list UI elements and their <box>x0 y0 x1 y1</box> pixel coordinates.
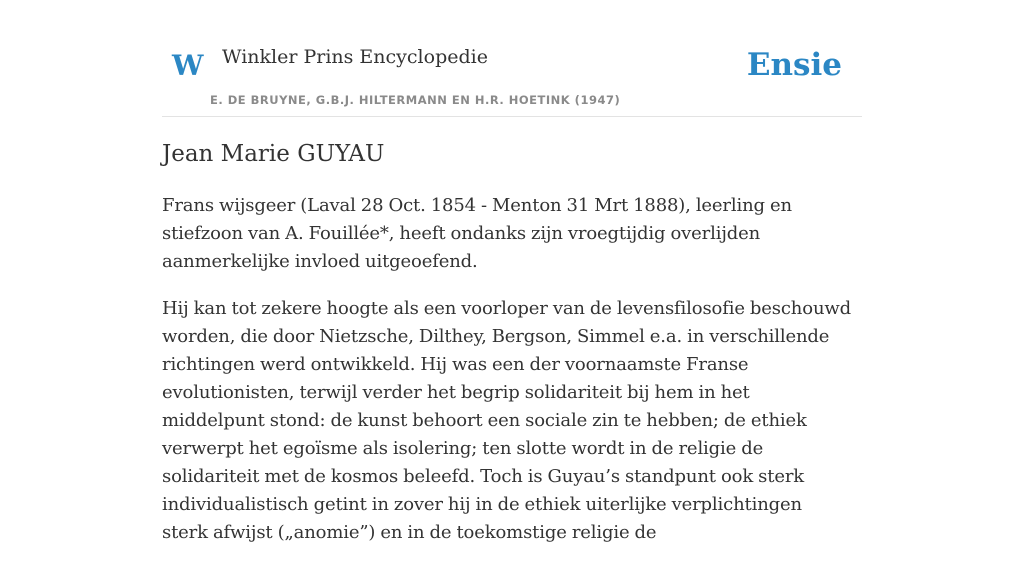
site-header <box>162 0 862 117</box>
site-subtitle: E. DE BRUYNE, G.B.J. HILTERMANN EN H.R. HOETINK (1947) <box>210 93 621 107</box>
article-paragraph: Hij kan tot zekere hoogte als een voorloper van de levensfilosofie beschouwd worden, die door Nietzsche, Dilthey, Bergson, Simmel e.a. in verschillende richtingen werd ontwikkeld. Hij was een der voornaamste Franse evolutionisten, terwijl verder het begrip solidariteit bij hem in het middelpunt stond: de kunst behoort een sociale zin te hebben; de ethiek verwerpt het egoïsme als isolering; ten slotte wordt in de religie de solidariteit met de kosmos beleefd. Toch is Guyau’s standpunt ook sterk individualistisch getint in zover hij in de ethiek uiterlijke verplichtingen sterk afwijst („anomie”) en in de toekomstige religie de <box>162 298 852 544</box>
brand-link[interactable]: Ensie <box>746 47 842 83</box>
site-title: Winkler Prins Encyclopedie <box>222 46 488 68</box>
article-paragraph: Frans wijsgeer (Laval 28 Oct. 1854 - Menton 31 Mrt 1888), leerling en stiefzoon van A. Fouillée*, heeft ondanks zijn vroegtijdig overlijden aanmerkelijke invloed uitgeoefend. <box>162 195 792 273</box>
article <box>162 138 852 566</box>
site-logo[interactable]: W <box>172 49 204 82</box>
article-title: Jean Marie GUYAU <box>162 141 385 167</box>
